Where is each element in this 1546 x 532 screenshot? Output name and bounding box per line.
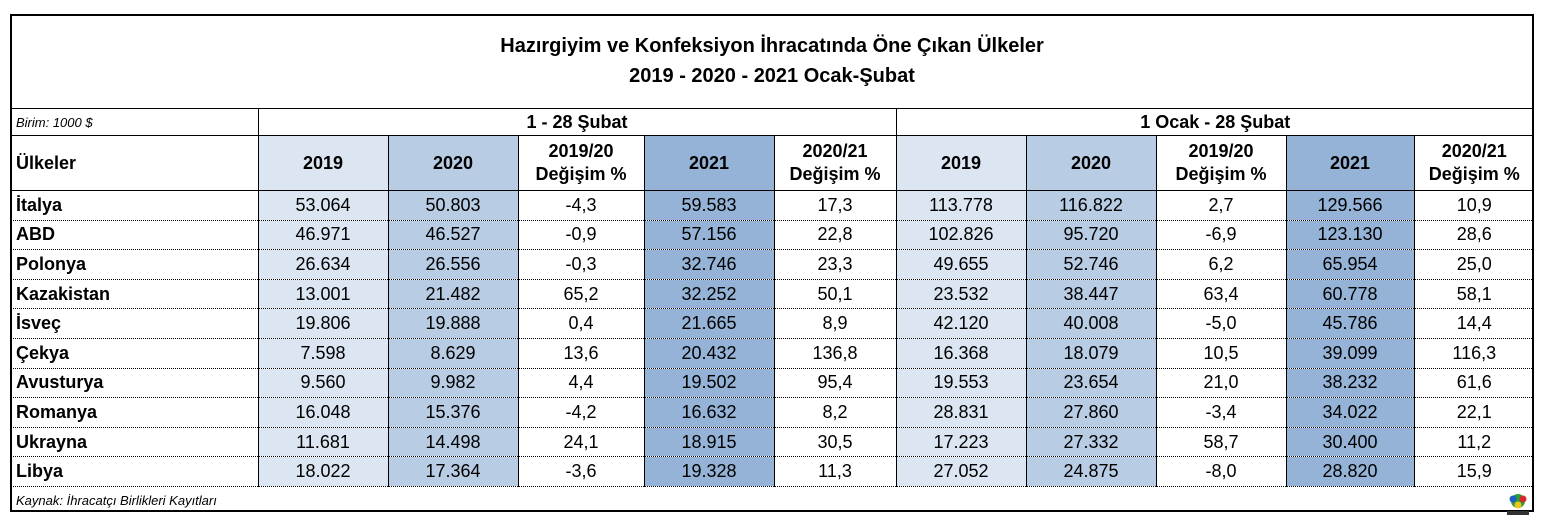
- value-cell: 32.252: [644, 279, 774, 309]
- value-cell: -0,3: [518, 250, 644, 280]
- country-cell: Romanya: [10, 398, 258, 428]
- value-cell: 24.875: [1026, 457, 1156, 487]
- country-cell: İtalya: [10, 191, 258, 221]
- value-cell: 38.447: [1026, 279, 1156, 309]
- title-line-2: 2019 - 2020 - 2021 Ocak-Şubat: [629, 65, 915, 87]
- table-row: [10, 338, 1534, 368]
- table-row: [10, 220, 1534, 250]
- value-cell: 13,6: [518, 338, 644, 368]
- country-cell: Polonya: [10, 250, 258, 280]
- value-cell: 25,0: [1414, 250, 1534, 280]
- table-row: [10, 279, 1534, 309]
- value-cell: -5,0: [1156, 309, 1286, 339]
- value-cell: 22,1: [1414, 398, 1534, 428]
- value-cell: 19.502: [644, 368, 774, 398]
- title-line-1: Hazırgiyim ve Konfeksiyon İhracatında Öne Çıkan Ülkeler: [500, 35, 1044, 57]
- value-cell: 26.556: [388, 250, 518, 280]
- value-cell: 27.332: [1026, 427, 1156, 457]
- value-cell: 24,1: [518, 427, 644, 457]
- value-cell: 50.803: [388, 191, 518, 221]
- value-cell: 14.498: [388, 427, 518, 457]
- country-cell: Libya: [10, 457, 258, 487]
- value-cell: 17,3: [774, 191, 896, 221]
- value-cell: 65.954: [1286, 250, 1414, 280]
- value-cell: 8.629: [388, 338, 518, 368]
- export-table: [10, 14, 1534, 515]
- value-cell: 22,8: [774, 220, 896, 250]
- value-cell: 7.598: [258, 338, 388, 368]
- table-row: [10, 309, 1534, 339]
- value-cell: 46.527: [388, 220, 518, 250]
- column-header-jan-feb-1: 2019: [896, 136, 1026, 191]
- value-cell: 60.778: [1286, 279, 1414, 309]
- value-cell: -3,4: [1156, 398, 1286, 428]
- value-cell: 136,8: [774, 338, 896, 368]
- country-cell: ABD: [10, 220, 258, 250]
- value-cell: 13.001: [258, 279, 388, 309]
- value-cell: -8,0: [1156, 457, 1286, 487]
- value-cell: 19.328: [644, 457, 774, 487]
- value-cell: 19.806: [258, 309, 388, 339]
- value-cell: 2,7: [1156, 191, 1286, 221]
- value-cell: -3,6: [518, 457, 644, 487]
- value-cell: 38.232: [1286, 368, 1414, 398]
- column-header-feb-3: 2019/20 Değişim %: [518, 136, 644, 191]
- value-cell: 116.822: [1026, 191, 1156, 221]
- value-cell: 34.022: [1286, 398, 1414, 428]
- value-cell: 19.553: [896, 368, 1026, 398]
- value-cell: 10,5: [1156, 338, 1286, 368]
- value-cell: 20.432: [644, 338, 774, 368]
- value-cell: -4,3: [518, 191, 644, 221]
- row-header-countries: Ülkeler: [10, 136, 258, 191]
- value-cell: 59.583: [644, 191, 774, 221]
- value-cell: 65,2: [518, 279, 644, 309]
- value-cell: 28,6: [1414, 220, 1534, 250]
- table-row: [10, 191, 1534, 221]
- value-cell: 23.532: [896, 279, 1026, 309]
- value-cell: 0,4: [518, 309, 644, 339]
- value-cell: 27.860: [1026, 398, 1156, 428]
- value-cell: 129.566: [1286, 191, 1414, 221]
- value-cell: 53.064: [258, 191, 388, 221]
- country-cell: Ukrayna: [10, 427, 258, 457]
- column-header-jan-feb-3: 2019/20 Değişim %: [1156, 136, 1286, 191]
- table-row: [10, 427, 1534, 457]
- value-cell: 50,1: [774, 279, 896, 309]
- chart-title: [10, 14, 1534, 109]
- value-cell: 4,4: [518, 368, 644, 398]
- value-cell: 11,2: [1414, 427, 1534, 457]
- value-cell: 18.022: [258, 457, 388, 487]
- value-cell: 9.982: [388, 368, 518, 398]
- country-cell: Avusturya: [10, 368, 258, 398]
- value-cell: 63,4: [1156, 279, 1286, 309]
- value-cell: 16.368: [896, 338, 1026, 368]
- value-cell: 8,9: [774, 309, 896, 339]
- value-cell: 95,4: [774, 368, 896, 398]
- value-cell: 58,1: [1414, 279, 1534, 309]
- value-cell: -0,9: [518, 220, 644, 250]
- value-cell: 30,5: [774, 427, 896, 457]
- value-cell: 30.400: [1286, 427, 1414, 457]
- column-header-jan-feb-2: 2020: [1026, 136, 1156, 191]
- value-cell: 40.008: [1026, 309, 1156, 339]
- country-cell: İsveç: [10, 309, 258, 339]
- value-cell: 19.888: [388, 309, 518, 339]
- value-cell: 21.482: [388, 279, 518, 309]
- value-cell: 23,3: [774, 250, 896, 280]
- value-cell: 21,0: [1156, 368, 1286, 398]
- value-cell: 102.826: [896, 220, 1026, 250]
- unit-label: Birim: 1000 $: [10, 109, 258, 136]
- value-cell: 9.560: [258, 368, 388, 398]
- value-cell: 6,2: [1156, 250, 1286, 280]
- value-cell: 23.654: [1026, 368, 1156, 398]
- value-cell: 61,6: [1414, 368, 1534, 398]
- source-row: [10, 486, 1534, 515]
- column-header-feb-2: 2020: [388, 136, 518, 191]
- column-header-feb-4: 2021: [644, 136, 774, 191]
- value-cell: 11.681: [258, 427, 388, 457]
- value-cell: 113.778: [896, 191, 1026, 221]
- value-cell: 27.052: [896, 457, 1026, 487]
- value-cell: 18.079: [1026, 338, 1156, 368]
- value-cell: 28.831: [896, 398, 1026, 428]
- value-cell: 52.746: [1026, 250, 1156, 280]
- value-cell: -4,2: [518, 398, 644, 428]
- value-cell: 95.720: [1026, 220, 1156, 250]
- value-cell: 15.376: [388, 398, 518, 428]
- value-cell: 45.786: [1286, 309, 1414, 339]
- value-cell: -6,9: [1156, 220, 1286, 250]
- table-row: [10, 250, 1534, 280]
- value-cell: 49.655: [896, 250, 1026, 280]
- value-cell: 16.632: [644, 398, 774, 428]
- value-cell: 17.223: [896, 427, 1026, 457]
- group-header-jan-feb: 1 Ocak - 28 Şubat: [896, 109, 1534, 136]
- value-cell: 21.665: [644, 309, 774, 339]
- value-cell: 10,9: [1414, 191, 1534, 221]
- column-header-jan-feb-4: 2021: [1286, 136, 1414, 191]
- column-header-feb-1: 2019: [258, 136, 388, 191]
- value-cell: 123.130: [1286, 220, 1414, 250]
- value-cell: 14,4: [1414, 309, 1534, 339]
- column-header-feb-5: 2020/21 Değişim %: [774, 136, 896, 191]
- value-cell: 57.156: [644, 220, 774, 250]
- logo-icon: [1504, 490, 1532, 518]
- column-header-jan-feb-5: 2020/21 Değişim %: [1414, 136, 1534, 191]
- source-note: Kaynak: İhracatçı Birlikleri Kayıtları: [16, 493, 217, 509]
- value-cell: 11,3: [774, 457, 896, 487]
- value-cell: 17.364: [388, 457, 518, 487]
- value-cell: 18.915: [644, 427, 774, 457]
- value-cell: 28.820: [1286, 457, 1414, 487]
- value-cell: 39.099: [1286, 338, 1414, 368]
- value-cell: 26.634: [258, 250, 388, 280]
- country-cell: Çekya: [10, 338, 258, 368]
- value-cell: 42.120: [896, 309, 1026, 339]
- country-cell: Kazakistan: [10, 279, 258, 309]
- value-cell: 32.746: [644, 250, 774, 280]
- value-cell: 16.048: [258, 398, 388, 428]
- table-row: [10, 398, 1534, 428]
- table-row: [10, 457, 1534, 487]
- value-cell: 8,2: [774, 398, 896, 428]
- value-cell: 46.971: [258, 220, 388, 250]
- value-cell: 116,3: [1414, 338, 1534, 368]
- group-header-feb: 1 - 28 Şubat: [258, 109, 896, 136]
- value-cell: 58,7: [1156, 427, 1286, 457]
- table-row: [10, 368, 1534, 398]
- value-cell: 15,9: [1414, 457, 1534, 487]
